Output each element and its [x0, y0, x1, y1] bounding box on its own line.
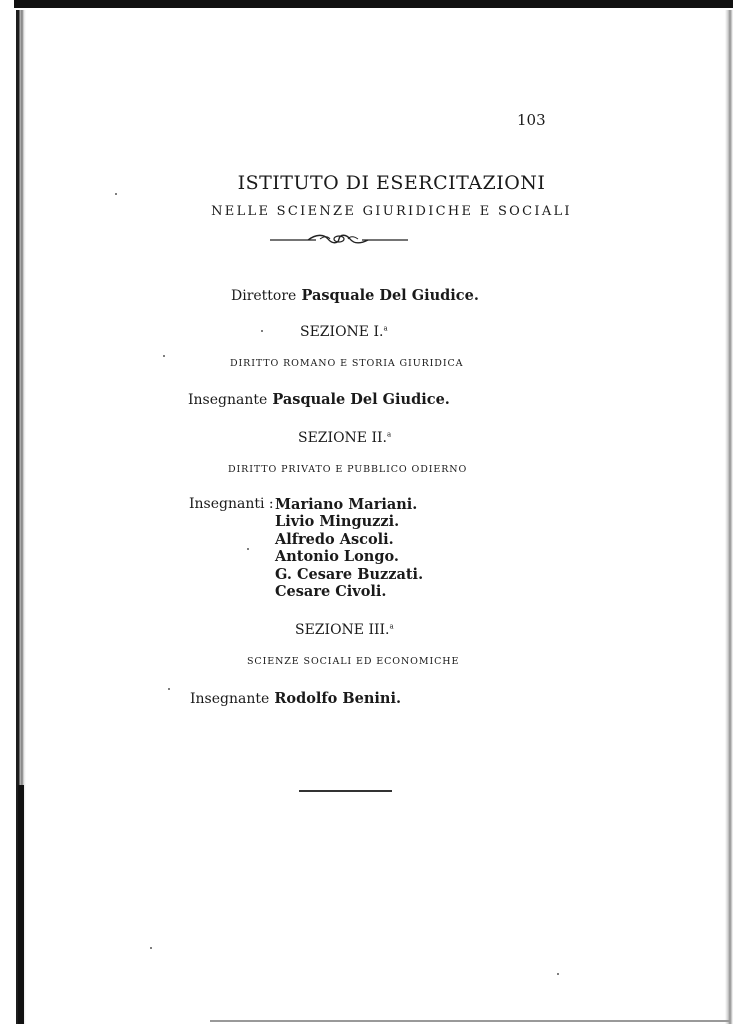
teacher-name: Alfredo Ascoli.	[275, 530, 394, 548]
teacher-name: Pasquale Del Giudice.	[272, 391, 450, 408]
teachers-label: Insegnanti :	[189, 496, 274, 512]
page-bottom-edge	[210, 1020, 730, 1022]
teacher-line	[190, 688, 401, 707]
scan-top-border	[0, 0, 733, 8]
section-subtitle: DIRITTO PRIVATO E PUBBLICO ODIERNO	[228, 464, 468, 475]
teacher-name: Antonio Longo.	[275, 548, 399, 566]
teacher-name: Rodolfo Benini.	[274, 690, 402, 707]
teacher-label: Insegnante	[190, 691, 270, 707]
section-heading-text: SEZIONE I.	[300, 324, 384, 340]
ordinal-suffix: a	[389, 622, 394, 631]
teacher-label: Insegnante	[188, 392, 268, 408]
section-heading-text: SEZIONE III.	[295, 622, 390, 638]
page-number: 103	[517, 111, 546, 129]
speck	[247, 548, 249, 550]
teacher-name: Livio Minguzzi.	[275, 513, 400, 531]
director-label: Direttore	[231, 288, 297, 304]
speck	[150, 947, 152, 949]
section-heading	[300, 324, 388, 340]
section-heading	[298, 430, 391, 446]
speck	[168, 688, 170, 690]
ordinal-suffix: a	[383, 324, 388, 333]
section-heading-text: SEZIONE II.	[298, 430, 387, 446]
section-subtitle: SCIENZE SOCIALI ED ECONOMICHE	[247, 656, 460, 667]
scan-left-margin	[0, 0, 14, 1024]
teacher-name: Cesare Civoli.	[275, 582, 387, 600]
book-spine-shadow	[18, 785, 24, 1024]
speck	[261, 330, 263, 332]
ordinal-suffix: a	[386, 430, 392, 439]
teacher-name: Mariano Mariani.	[275, 496, 418, 513]
director-line	[231, 285, 479, 304]
teacher-name: G. Cesare Buzzati.	[275, 565, 424, 583]
page-right-edge	[725, 10, 733, 1024]
page-subtitle: NELLE SCIENZE GIURIDICHE E SOCIALI	[211, 204, 572, 219]
teachers-list	[275, 496, 423, 600]
section-subtitle: DIRITTO ROMANO E STORIA GIURIDICA	[230, 358, 464, 369]
speck	[163, 355, 165, 357]
speck	[557, 973, 559, 975]
decorative-flourish-icon	[268, 232, 410, 246]
section-heading	[295, 622, 394, 638]
director-name: Pasquale Del Giudice.	[301, 287, 479, 304]
teacher-line	[188, 389, 450, 408]
page-title: ISTITUTO DI ESERCITAZIONI	[237, 172, 546, 194]
closing-rule	[299, 790, 392, 792]
